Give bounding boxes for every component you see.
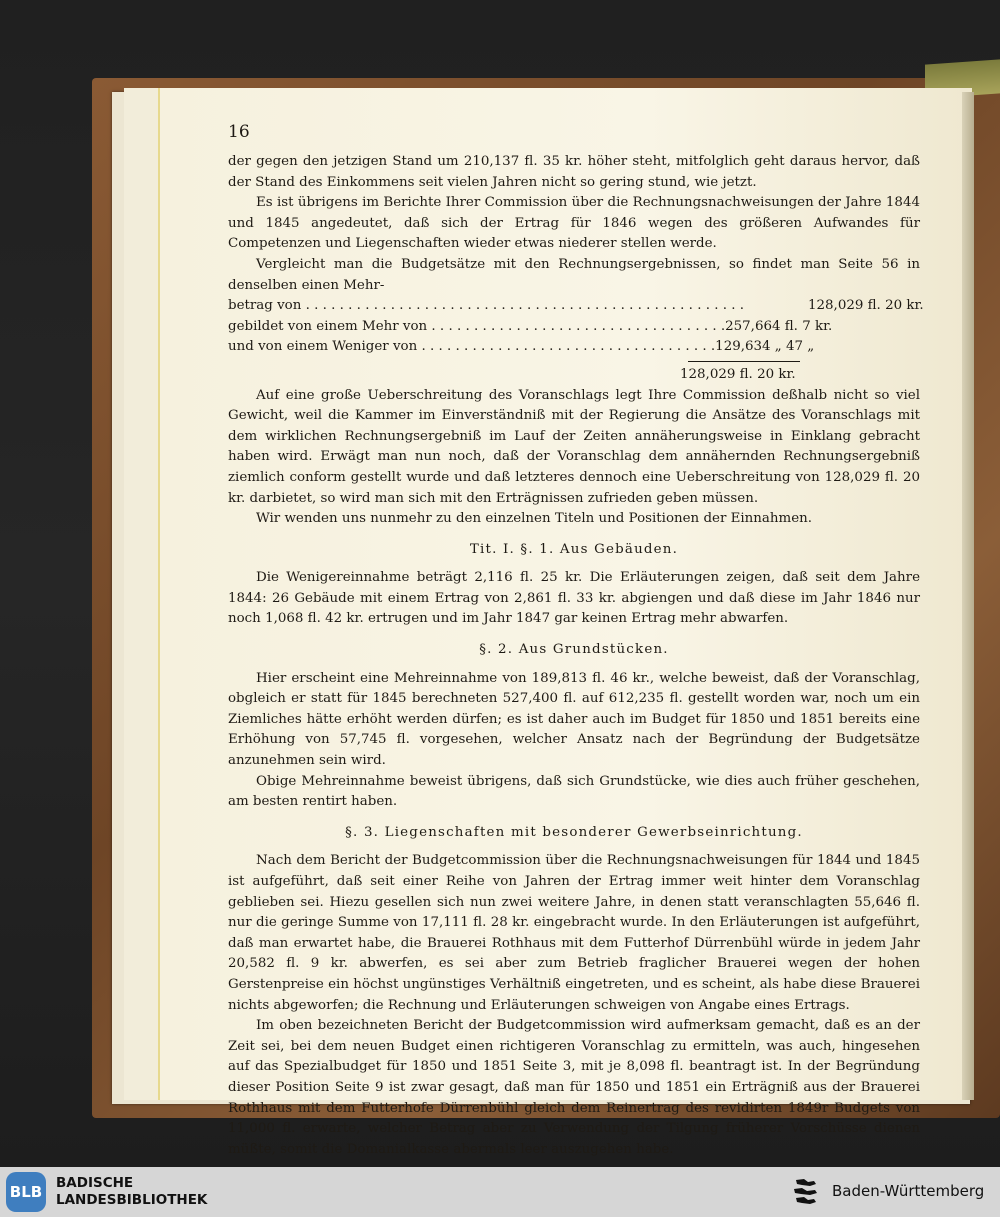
paragraph: Die Wenigereinnahme beträgt 2,116 fl. 25 kr. Die Erläuterungen zeigen, daß seit dem Jahre 1844: 26 Gebäude mit einem Ertrag von 2,861 fl. 33 kr. abgiengen und daß diese im Jahr 1846 nur noch 1,068 fl. 42 kr. ertrugen und im Jahr 1847 gar keinen Ertrag mehr abwarfen. xyxy=(228,570,920,627)
paragraph: der gegen den jetzigen Stand um 210,137 fl. 35 kr. höher steht, mitfolglich geht daraus hervor, daß der Stand des Einkommens seit vielen Jahren nicht so gering stund, wie jetzt. xyxy=(228,154,920,190)
library-name-line2: LANDESBIBLIOTHEK xyxy=(56,1192,208,1208)
calc-value: 257,664 fl. 7 kr. xyxy=(725,318,833,334)
leader-dots: . . . . . . . . . . . . . . . . . . . . . . . . . . . . . . . . . . . xyxy=(417,339,716,355)
baden-wuerttemberg-lions-icon[interactable] xyxy=(790,1176,822,1208)
footer-bar xyxy=(0,1167,1000,1217)
calc-row-plus xyxy=(228,317,920,338)
section-heading: Tit. I. §. 1. Aus Gebäuden. xyxy=(469,541,679,557)
paragraph: Auf eine große Ueberschreitung des Voranschlags legt Ihre Commission deßhalb nicht so viel Gewicht, weil die Kammer im Einverständniß mit der Regierung die Ansätze des Voranschlags mit dem wirklichen Rechnungsergebniß im Lauf der Zeiten annäherungsweise in Einklang gebracht haben wird. Erwägt man nun noch, daß der Voranschlag dem annähernden Rechnungsergebniß ziemlich conform gestellt wurde und daß letzteres dennoch eine Ueberschreitung von 128,029 fl. 20 kr. darbietet, so wird man sich mit den Erträgnissen zufrieden geben müssen. xyxy=(228,387,920,506)
section-heading: §. 2. Aus Grundstücken. xyxy=(479,642,669,658)
sum-rule xyxy=(688,361,800,362)
paragraph: Obige Mehreinnahme beweist übrigens, daß sich Grundstücke, wie dies auch früher geschehen, am besten rentirt haben. xyxy=(228,773,920,810)
section-heading: §. 3. Liegenschaften mit besonderer Gewerbseinrichtung. xyxy=(345,824,803,840)
state-name[interactable]: Baden-Württemberg xyxy=(832,1182,985,1200)
library-name-line1: BADISCHE xyxy=(56,1175,134,1191)
blb-logo[interactable]: BLB xyxy=(6,1172,46,1212)
calc-row-total xyxy=(228,296,924,317)
calc-row-minus xyxy=(228,337,920,358)
calc-sum: 128,029 fl. 20 kr. xyxy=(680,366,796,382)
paragraph: Nach dem Bericht der Budgetcommission über die Rechnungsnachweisungen für 1844 und 1845 ist aufgeführt, daß seit einer Reihe von Jahren der Ertrag immer weit hinter dem Voranschlag geblieben sei. Hiezu gesellen sich nun zwei weitere Jahre, in denen statt veranschlagten 55,646 fl. nur die geringe Summe von 17,111 fl. 28 kr. eingebracht wurde. In den Erläuterungen ist aufgeführt, daß man erwartet habe, die Brauerei Rothhaus mit dem Futterhof Dürrenbühl würde in jedem Jahr 20,582 fl. 9 kr. abwerfen, es sei aber zum Betrieb fraglicher Brauerei wegen der hohen Gerstenpreise ein höchst ungünstiges Verhältniß eingetreten, und es scheint, als habe diese Brauerei nichts abgeworfen; die Rechnung und Erläuterungen schweigen von Angabe eines Ertrags. xyxy=(228,853,920,1013)
page-text xyxy=(228,122,924,1160)
leader-dots: . . . . . . . . . . . . . . . . . . . . . . . . . . . . . . . . . . . . . . . . . . . . . . . . . . . . xyxy=(301,298,745,314)
paragraph: Vergleicht man die Budgetsätze mit den Rechnungsergebnissen, so findet man Seite 56 in denselben einen Mehr- xyxy=(228,256,920,293)
calc-value: 128,029 fl. 20 kr. xyxy=(808,298,924,314)
page-number: 16 xyxy=(228,122,250,142)
calc-value: 129,634 „ 47 „ xyxy=(715,339,815,355)
leader-dots: . . . . . . . . . . . . . . . . . . . . . . . . . . . . . . . . . . . xyxy=(427,318,726,334)
calc-label: und von einem Weniger von xyxy=(228,339,418,355)
paragraph: Wir wenden uns nunmehr zu den einzelnen Titeln und Positionen der Einnahmen. xyxy=(256,511,813,527)
paragraph: Hier erscheint eine Mehreinnahme von 189,813 fl. 46 kr., welche beweist, daß der Voranschlag, obgleich er statt für 1845 berechneten 527,400 fl. auf 612,235 fl. gestellt worden war, noch um ein Ziemliches hätte erhöht werden dürfen; es ist daher auch im Budget für 1850 und 1851 bereits eine Erhöhung von 57,745 fl. vorgesehen, welcher Ansatz nach der Begründung der Budgetsätze anzunehmen sein wird. xyxy=(228,670,920,769)
calc-label: betrag von xyxy=(228,298,302,314)
calc-label: gebildet von einem Mehr von xyxy=(228,318,428,334)
paragraph: Es ist übrigens im Berichte Ihrer Commission über die Rechnungsnachweisungen der Jahre 1844 und 1845 angedeutet, daß sich der Ertrag für 1846 wegen des größeren Aufwandes für Competenzen und Liegenschaften wieder etwas niederer stellen werde. xyxy=(228,195,920,252)
page-gutter xyxy=(962,92,974,1100)
calculation-block xyxy=(228,296,924,385)
paragraph: Im oben bezeichneten Bericht der Budgetcommission wird aufmerksam gemacht, daß es an der Zeit sei, bei dem neuen Budget einen richtigeren Voranschlag zu ermitteln, was auch, hingesehen auf das Spezialbudget für 1850 und 1851 Seite 3, mit je 8,098 fl. beantragt ist. In der Begründung dieser Position Seite 9 ist zwar gesagt, daß man für 1850 und 1851 ein Erträgniß aus der Brauerei Rothhaus mit dem Futterhofe Dürrenbühl gleich dem Reinertrag des revidirten 1849r Budgets von 11,000 fl. erwarte, welcher Betrag aber zu Verwendung der Tilgung früherer Vorschüsse dienen müßte, somit die Domanialkasse abermals leer auszugehen habe. xyxy=(228,1018,920,1157)
library-name[interactable] xyxy=(56,1175,207,1209)
